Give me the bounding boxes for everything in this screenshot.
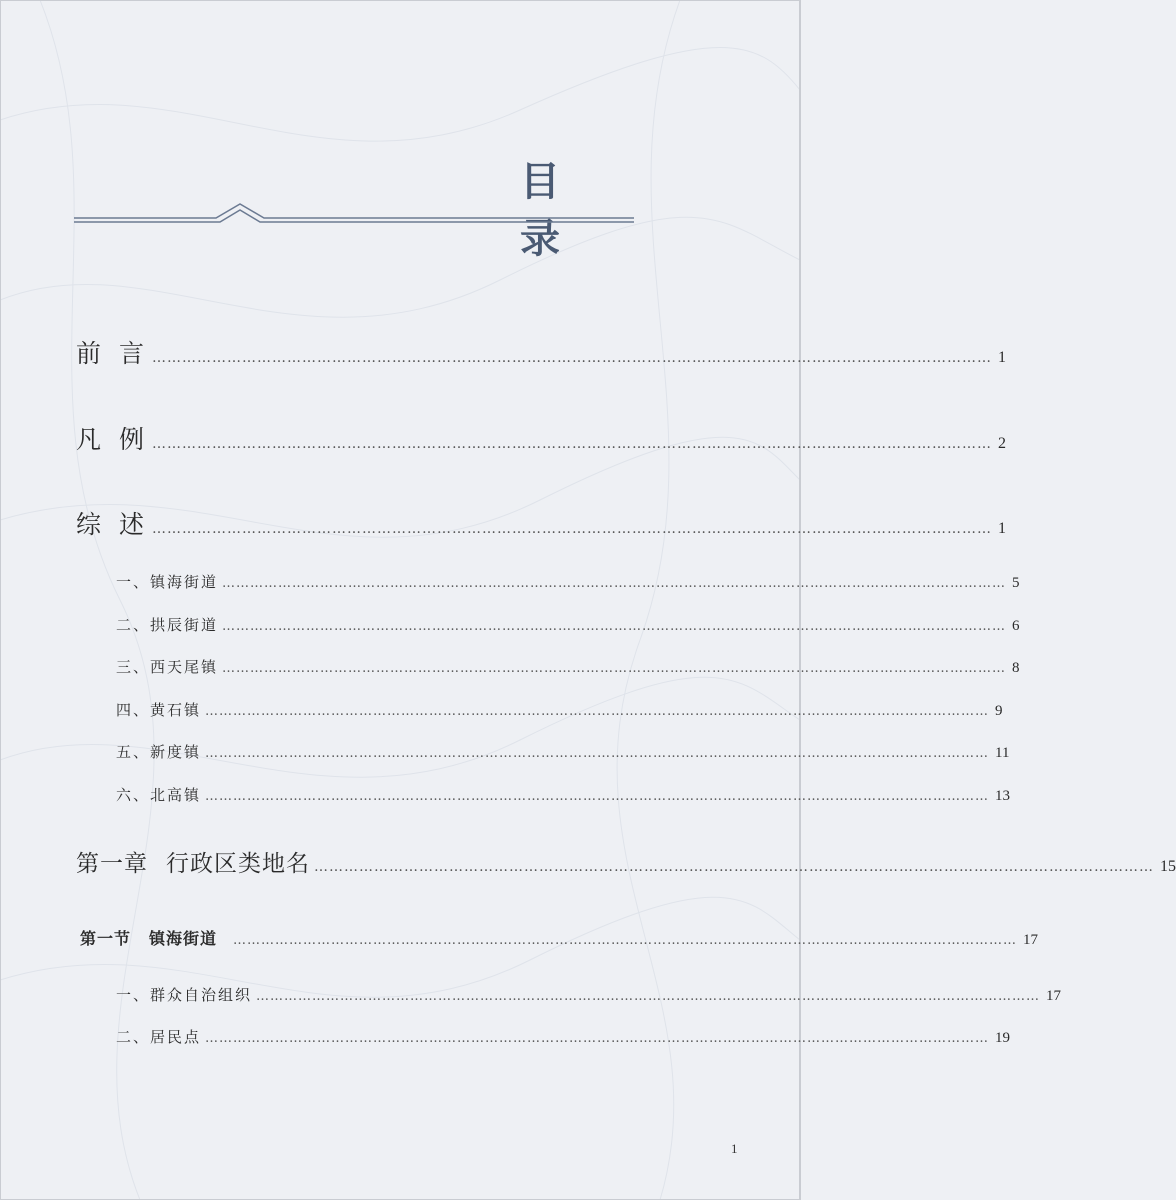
section-number: 第一节 [80, 929, 132, 948]
toc-entry-label: 五、新度镇 [116, 743, 202, 761]
toc-section-entry[interactable] [80, 926, 1039, 956]
toc-entry-label: 三、西天尾镇 [116, 658, 219, 676]
toc-entry-page: 2 [998, 435, 1007, 452]
toc-subentry[interactable] [116, 984, 1062, 1010]
toc-subentry[interactable] [116, 656, 1020, 682]
toc-subentry[interactable] [116, 784, 1011, 810]
toc-entry-label: 六、北高镇 [116, 786, 202, 804]
dot-leader: …………………………………………………………………………………………………………………………………………………… [205, 746, 990, 761]
toc-entry-page: 5 [1012, 575, 1020, 591]
dot-leader: …………………………………………………………………………………………………………………………………………………… [152, 436, 993, 452]
chapter-title: 行政区类地名 [166, 851, 310, 877]
dot-leader: …………………………………………………………………………………………………………………………………………………… [222, 619, 1007, 634]
toc-section-label [80, 926, 217, 949]
toc-entry-page: 17 [1023, 932, 1039, 948]
dot-leader: …………………………………………………………………………………………………………………………………………………… [256, 989, 1041, 1004]
toc-entry-label: 四、黄石镇 [116, 701, 202, 719]
toc-entry-page: 19 [995, 1030, 1011, 1046]
toc-entry-page: 17 [1046, 988, 1062, 1004]
toc-subentry[interactable] [116, 571, 1020, 597]
toc-entry-overview[interactable] [76, 505, 1007, 541]
chapter-number: 第一章 [76, 851, 148, 877]
toc-entry-page: 1 [998, 520, 1007, 537]
toc-entry-label: 综述 [76, 510, 163, 539]
title-decorative-rule [74, 196, 634, 226]
dot-leader: …………………………………………………………………………………………………………………………………………………… [233, 933, 1018, 948]
toc-entry-page: 6 [1012, 618, 1020, 634]
toc-entry-label: 二、拱辰街道 [116, 616, 219, 634]
dot-leader: …………………………………………………………………………………………………………………………………………………… [205, 789, 990, 804]
toc-entry-page: 8 [1012, 660, 1020, 676]
page-number: 1 [731, 1141, 738, 1156]
toc-entry-page: 9 [995, 703, 1003, 719]
toc-entry-page: 11 [995, 745, 1010, 761]
toc-entry-page: 13 [995, 788, 1011, 804]
dot-leader: …………………………………………………………………………………………………………………………………………………… [222, 576, 1007, 591]
dot-leader: …………………………………………………………………………………………………………………………………………………… [314, 859, 1154, 875]
toc-entry-label: 一、群众自治组织 [116, 986, 253, 1004]
toc-chapter-entry[interactable] [76, 845, 1176, 881]
toc-entry-preface[interactable] [76, 334, 1007, 370]
page-title: 目 录 [520, 159, 576, 262]
section-title: 镇海街道 [149, 929, 218, 948]
toc-subentry[interactable] [116, 699, 1003, 725]
toc-entry-label: 二、居民点 [116, 1028, 202, 1046]
toc-chapter-label [76, 845, 310, 878]
toc-entry-label: 前言 [76, 339, 163, 368]
dot-leader: …………………………………………………………………………………………………………………………………………………… [152, 521, 993, 537]
toc-subentry[interactable] [116, 741, 1010, 767]
dot-leader: …………………………………………………………………………………………………………………………………………………… [205, 1031, 990, 1046]
dot-leader: …………………………………………………………………………………………………………………………………………………… [205, 704, 990, 719]
toc-subentry[interactable] [116, 614, 1020, 640]
toc-entry-label: 凡例 [76, 425, 163, 454]
toc-entry-page: 1 [998, 349, 1007, 366]
toc-entry-label: 一、镇海街道 [116, 573, 219, 591]
toc-entry-page: 15 [1160, 858, 1176, 875]
toc-subentry[interactable] [116, 1026, 1011, 1052]
toc-entry-guide[interactable] [76, 420, 1007, 456]
dot-leader: …………………………………………………………………………………………………………………………………………………… [152, 350, 993, 366]
dot-leader: …………………………………………………………………………………………………………………………………………………… [222, 661, 1007, 676]
